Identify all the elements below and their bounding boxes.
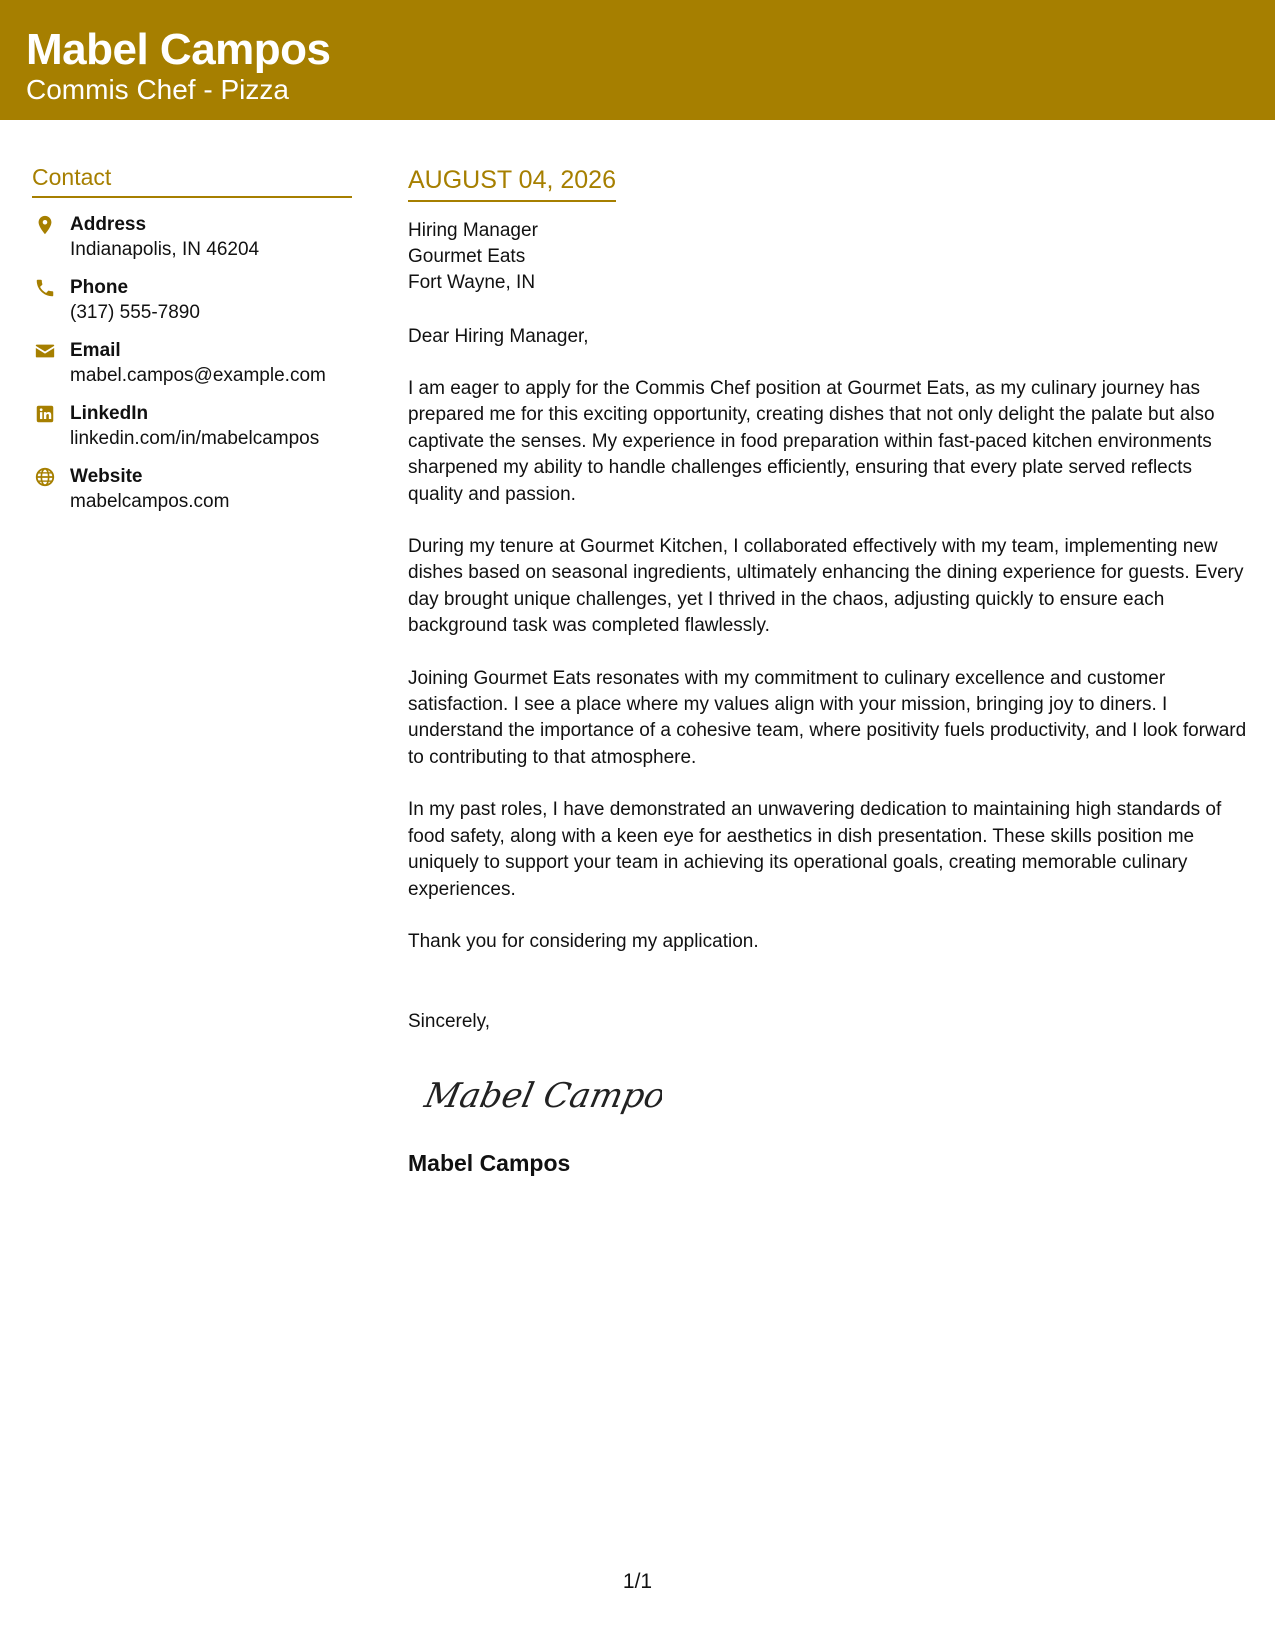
contact-value: Indianapolis, IN 46204 [70,239,260,260]
envelope-icon [34,340,56,362]
contact-sidebar [32,160,352,527]
header-banner [0,0,1275,120]
contact-label: LinkedIn [70,403,149,424]
contact-label: Email [70,340,121,361]
letter-body [408,163,1248,1178]
contact-item-website [32,464,352,527]
contact-item-address [32,212,352,275]
phone-icon [34,277,56,299]
map-pin-icon [34,214,56,236]
letter-paragraph: Joining Gourmet Eats resonates with my commitment to culinary excellence and customer satisfaction. I see a place where my values align with your mission, bringing joy to diners. I understand the importance of a cohesive team, where positivity fuels productivity, and I look forward to contributing to that atmosphere. [408,667,1247,768]
contact-item-phone [32,275,352,338]
signature-text: Mabel Campos [422,1076,662,1117]
letter-paragraph: In my past roles, I have demonstrated an unwavering dedication to maintaining high standards of food safety, along with a keen eye for aesthetics in dish presentation. These skills position me uniquely to support your team in achieving its operational goals, creating memorable culinary experiences. [408,799,1222,900]
letter-paragraph: During my tenure at Gourmet Kitchen, I collaborated effectively with my team, implementing new dishes based on seasonal ingredients, ultimately enhancing the dining experience for guests. Every day brought unique challenges, yet I thrived in the chaos, adjusting quickly to ensure each background task was completed flawlessly. [408,536,1244,637]
recipient-line: Fort Wayne, IN [408,272,536,293]
job-title: Commis Chef - Pizza [26,74,289,105]
contact-value: mabel.campos@example.com [70,365,326,386]
recipient-block [408,218,1248,296]
contact-item-linkedin [32,401,352,464]
recipient-line: Gourmet Eats [408,246,526,267]
letter-date: AUGUST 04, 2026 [408,163,616,202]
closing: Sincerely, [408,1011,491,1033]
contact-label: Website [70,466,143,487]
signed-name: Mabel Campos [408,1150,571,1177]
handwritten-signature [422,1065,662,1125]
contact-label: Phone [70,277,129,298]
linkedin-icon [34,403,56,425]
letter-paragraph: I am eager to apply for the Commis Chef position at Gourmet Eats, as my culinary journey has prepared me for this exciting opportunity, creating dishes that not only delight the palate but also captivate the senses. My experience in food preparation within fast-paced kitchen environments sharpened my ability to handle challenges efficiently, ensuring that every plate served reflects quality and passion. [408,378,1215,505]
letter-paragraph: Thank you for considering my application. [408,930,759,952]
page-number: 1/1 [622,1570,653,1593]
salutation: Dear Hiring Manager, [408,326,589,347]
contact-value: mabelcampos.com [70,491,230,512]
contact-label: Address [70,214,147,235]
contact-section-title: Contact [32,160,352,198]
contact-item-email [32,338,352,401]
recipient-line: Hiring Manager [408,220,538,241]
contact-value: (317) 555-7890 [70,302,200,323]
applicant-name: Mabel Campos [26,25,331,74]
globe-icon [34,466,56,488]
contact-value: linkedin.com/in/mabelcampos [70,428,320,449]
